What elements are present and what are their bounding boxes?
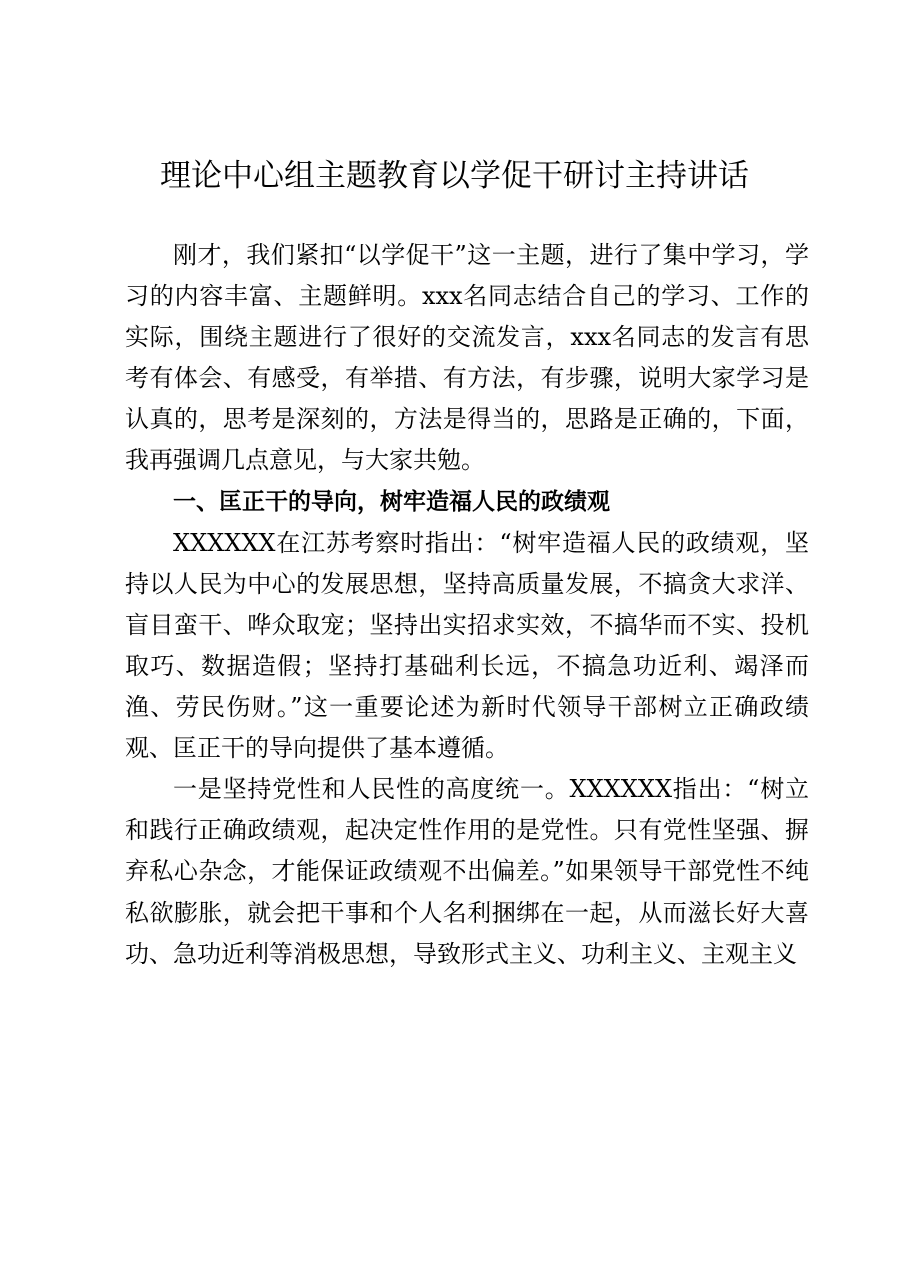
document-body: [125, 235, 809, 975]
section-heading-1: 一、匡正干的导向，树牢造福人民的政绩观: [173, 488, 610, 515]
document-title: 理论中心组主题教育以学促干研讨主持讲话: [160, 158, 749, 194]
paragraph-point-1: 一是坚持党性和人民性的高度统一。XXXXXX指出：“树立和践行正确政绩观，起决定性作用的是党性。只有党性坚强、摒弃私心杂念，才能保证政绩观不出偏差。”如果领导干部党性不纯私欲膨胀，就会把干事和个人名利捆绑在一起，从而滋长好大喜功、急功近利等消极思想，导致形式主义、功利主义、主观主义: [125, 775, 809, 968]
paragraph-intro: 刚才，我们紧扣“以学促干”这一主题，进行了集中学习，学习的内容丰富、主题鲜明。xxx名同志结合自己的学习、工作的实际，围绕主题进行了很好的交流发言，xxx名同志的发言有思考有体会、有感受，有举措、有方法，有步骤，说明大家学习是认真的，思考是深刻的，方法是得当的，思路是正确的，下面，我再强调几点意见，与大家共勉。: [125, 241, 809, 475]
paragraph-quote: XXXXXX在江苏考察时指出：“树牢造福人民的政绩观，坚持以人民为中心的发展思想，坚持高质量发展，不搞贪大求洋、盲目蛮干、哗众取宠；坚持出实招求实效，不搞华而不实、投机取巧、数据造假；坚持打基础利长远，不搞急功近利、竭泽而渔、劳民伤财。”这一重要论述为新时代领导干部树立正确政绩观、匡正干的导向提供了基本遵循。: [125, 528, 809, 763]
